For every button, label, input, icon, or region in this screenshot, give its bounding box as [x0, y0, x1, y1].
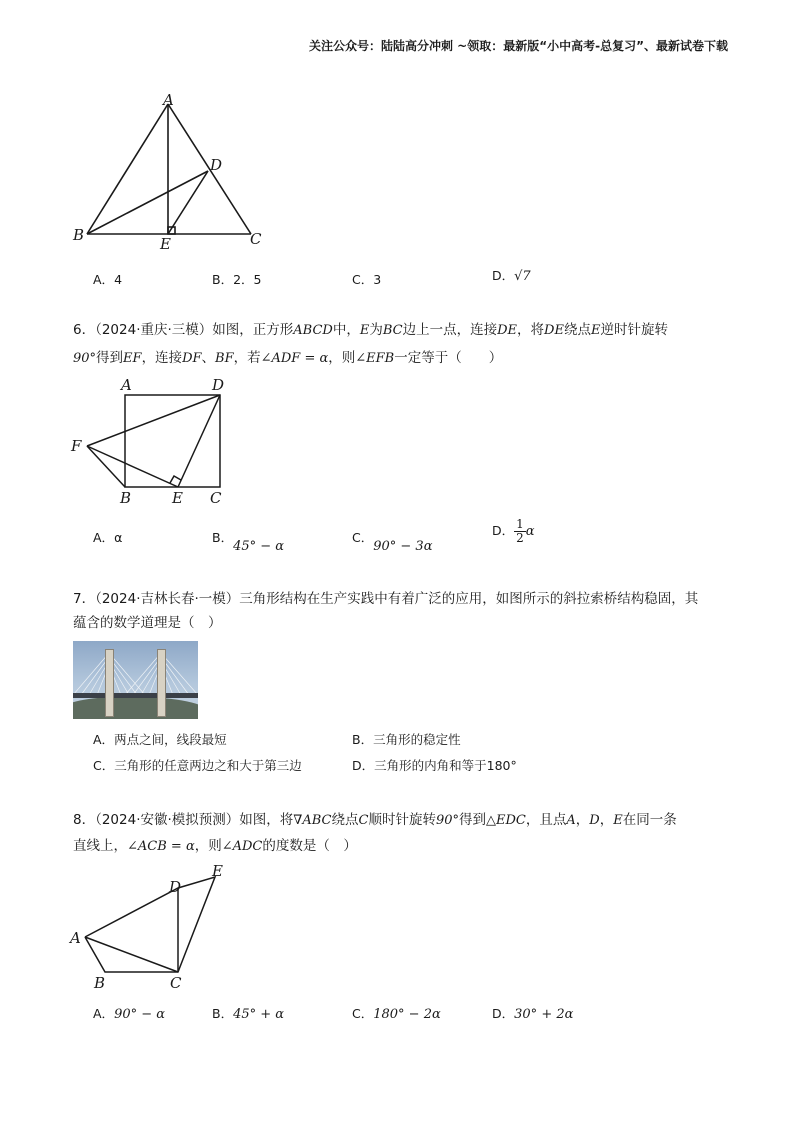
- q5-option-a[interactable]: A．4: [93, 272, 123, 287]
- q7-option-c[interactable]: C．三角形的任意两边之和大于第三边: [93, 758, 302, 773]
- vertex-label-e: E: [172, 489, 183, 507]
- page-header: 关注公众号：陆陆高分冲刺 ~领取：最新版“小中高考-总复习”、最新试卷下载: [309, 39, 728, 53]
- square-figure-q6: [68, 373, 238, 508]
- vertex-label-a: A: [121, 376, 132, 394]
- vertex-label-e: E: [160, 235, 171, 252]
- q8-line-1: 8．（2024·安徽·模拟预测）如图，将∇ABC绕点C顺时针旋转90°得到△EDC，且点A，D，E在同一条: [73, 812, 677, 828]
- vertex-label-c: C: [250, 230, 262, 248]
- q8-option-d[interactable]: D．30° + 2α: [492, 1006, 574, 1022]
- cable-stayed-bridge-photo: [73, 641, 198, 719]
- vertex-label-c: C: [170, 974, 182, 992]
- q6-option-a[interactable]: A．α: [93, 530, 123, 545]
- q5-option-c[interactable]: C．3: [352, 272, 382, 287]
- vertex-label-d: D: [169, 878, 182, 896]
- q7-line-2: 蕴含的数学道理是（ ）: [73, 615, 222, 631]
- q6-option-d[interactable]: D． $\frac{1}{2}$ α: [492, 517, 535, 545]
- q7-option-d[interactable]: D．三角形的内角和等于180°: [352, 758, 517, 773]
- vertex-label-b: B: [94, 974, 106, 992]
- vertex-label-d: D: [210, 156, 223, 174]
- q5-option-b[interactable]: B．2．5: [212, 272, 262, 287]
- q8-option-b[interactable]: B．45° + α: [212, 1006, 285, 1022]
- vertex-label-b: B: [73, 226, 85, 244]
- triangle-figure-q5: [70, 92, 270, 252]
- q6-option-c[interactable]: C．90° − 3α: [352, 530, 433, 554]
- q6-line-2: 90°得到EF，连接DF、BF，若∠ADF = α，则∠EFB一定等于（ ）: [73, 350, 503, 366]
- vertex-label-f: F: [71, 437, 82, 455]
- q6-option-b[interactable]: B．45° − α: [212, 530, 285, 554]
- vertex-label-e: E: [212, 862, 223, 880]
- vertex-label-d: D: [212, 376, 225, 394]
- q7-option-a[interactable]: A．两点之间，线段最短: [93, 732, 227, 747]
- q7-line-1: 7．（2024·吉林长春·一模）三角形结构在生产实践中有着广泛的应用，如图所示的斜拉索桥结构稳固，其: [73, 591, 699, 607]
- q8-option-c[interactable]: C．180° − 2α: [352, 1006, 441, 1022]
- rotation-figure-q8: [68, 860, 238, 995]
- q5-option-d[interactable]: D．√7: [492, 268, 531, 284]
- vertex-label-b: B: [120, 489, 132, 507]
- vertex-label-c: C: [210, 489, 222, 507]
- vertex-label-a: A: [70, 929, 81, 947]
- q6-line-1: 6．（2024·重庆·三模）如图，正方形ABCD中，E为BC边上一点，连接DE，将DE绕点E逆时针旋转: [73, 322, 668, 338]
- q8-line-2: 直线上，∠ACB = α，则∠ADC的度数是（ ）: [73, 838, 357, 854]
- q8-option-a[interactable]: A．90° − α: [93, 1006, 166, 1022]
- q7-option-b[interactable]: B．三角形的稳定性: [352, 732, 461, 747]
- vertex-label-a: A: [163, 92, 174, 109]
